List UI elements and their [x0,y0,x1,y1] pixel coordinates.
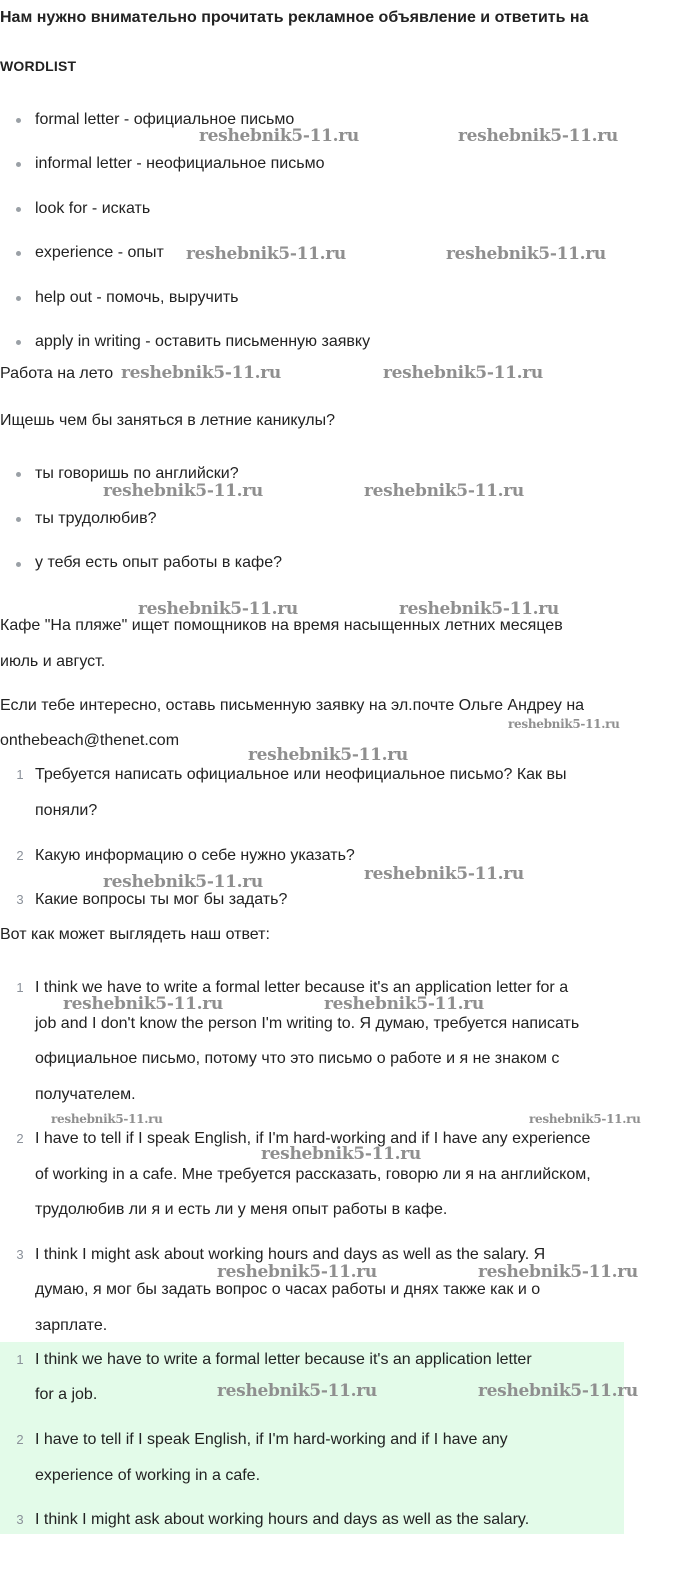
answer-text: трудолюбив ли я и есть ли у меня опыт работы в кафе. [35,1201,448,1218]
answer-text: job and I don't know the person I'm writing to. Я думаю, требуется написать [35,1015,580,1032]
ad-question: Ищешь чем бы заняться в летние каникулы? [0,412,335,429]
answer-text: официальное письмо, потому что это письмо о работе и я не знаком с [35,1050,560,1067]
final-answer-text: experience of working in a cafe. [35,1467,261,1484]
watermark: reshebnik5-11.ru [217,1262,377,1282]
list-number: 3 [16,1512,24,1527]
answer-text: I think we have to write a formal letter because it's an application letter for a [35,979,569,996]
watermark: reshebnik5-11.ru [199,126,359,146]
final-answer-text: I think we have to write a formal letter because it's an application letter [35,1351,532,1368]
ad-bullet: ты трудолюбив? [35,510,157,527]
list-number: 3 [16,1247,24,1262]
watermark: reshebnik5-11.ru [248,745,408,765]
watermark: reshebnik5-11.ru [261,1144,421,1164]
question-text: Требуется написать официальное или неофициальное письмо? Как вы [35,766,567,783]
wordlist-item: help out - помочь, выручить [35,289,239,306]
watermark: reshebnik5-11.ru [364,864,524,884]
bullet-dot [16,296,21,301]
question-text: Какую информацию о себе нужно указать? [35,847,355,864]
answer-text: I have to tell if I speak English, if I'm hard-working and if I have any experience [35,1130,591,1147]
watermark: reshebnik5-11.ru [478,1262,638,1282]
wordlist-item: apply in writing - оставить письменную заявку [35,333,371,350]
answer-intro: Вот как может выглядеть наш ответ: [0,926,270,943]
ad-bullet: у тебя есть опыт работы в кафе? [35,554,283,571]
watermark: reshebnik5-11.ru [446,244,606,264]
wordlist-item: formal letter - официальное письмо [35,111,295,128]
question-text: Какие вопросы ты мог бы задать? [35,891,288,908]
wordlist-item: look for - искать [35,200,151,217]
answer-text: of working in a cafe. Мне требуется рассказать, говорю ли я на английском, [35,1166,591,1183]
answer-text: думаю, я мог бы задать вопрос о часах работы и днях также как и о [35,1281,541,1298]
watermark: reshebnik5-11.ru [508,717,620,731]
ad-title: Работа на лето [0,365,114,382]
bullet-dot [16,472,21,477]
watermark: reshebnik5-11.ru [103,481,263,501]
watermark: reshebnik5-11.ru [138,599,298,619]
answer-text: получателем. [35,1086,136,1103]
wordlist-item: informal letter - неофициальное письмо [35,155,325,172]
bullet-dot [16,118,21,123]
question-text: поняли? [35,802,98,819]
list-number: 2 [16,1131,24,1146]
watermark: reshebnik5-11.ru [478,1381,638,1401]
list-number: 3 [16,892,24,907]
final-answer-text: for a job. [35,1386,98,1403]
watermark: reshebnik5-11.ru [51,1112,163,1126]
watermark: reshebnik5-11.ru [529,1112,641,1126]
answer-text: I think I might ask about working hours and days as well as the salary. Я [35,1246,546,1263]
watermark: reshebnik5-11.ru [324,994,484,1014]
watermark: reshebnik5-11.ru [458,126,618,146]
watermark: reshebnik5-11.ru [186,244,346,264]
watermark: reshebnik5-11.ru [217,1381,377,1401]
wordlist-item: experience - опыт [35,244,164,261]
list-number: 1 [16,980,24,995]
watermark: reshebnik5-11.ru [103,872,263,892]
watermark: reshebnik5-11.ru [63,994,223,1014]
ad-cafe-text: июль и август. [0,653,106,670]
list-number: 2 [16,1432,24,1447]
watermark: reshebnik5-11.ru [121,363,281,383]
final-answer-text: I have to tell if I speak English, if I'm hard-working and if I have any [35,1431,508,1448]
intro-text: Нам нужно внимательно прочитать рекламное объявление и ответить на [0,9,589,26]
watermark: reshebnik5-11.ru [364,481,524,501]
bullet-dot [16,340,21,345]
list-number: 1 [16,767,24,782]
answer-text: зарплате. [35,1317,108,1334]
ad-apply-text: Если тебе интересно, оставь письменную заявку на эл.почте Ольге Андреу на [0,697,585,714]
bullet-dot [16,207,21,212]
bullet-dot [16,562,21,567]
wordlist-title: WORDLIST [0,58,77,74]
list-number: 1 [16,1352,24,1367]
email-address: onthebeach@thenet.com [0,732,180,749]
watermark: reshebnik5-11.ru [383,363,543,383]
ad-bullet: ты говоришь по английски? [35,465,239,482]
list-number: 2 [16,848,24,863]
watermark: reshebnik5-11.ru [399,599,559,619]
bullet-dot [16,162,21,167]
ad-cafe-text: Кафе "На пляже" ищет помощников на время насыщенных летних месяцев [0,617,563,634]
bullet-dot [16,517,21,522]
bullet-dot [16,251,21,256]
final-answer-text: I think I might ask about working hours and days as well as the salary. [35,1511,530,1528]
